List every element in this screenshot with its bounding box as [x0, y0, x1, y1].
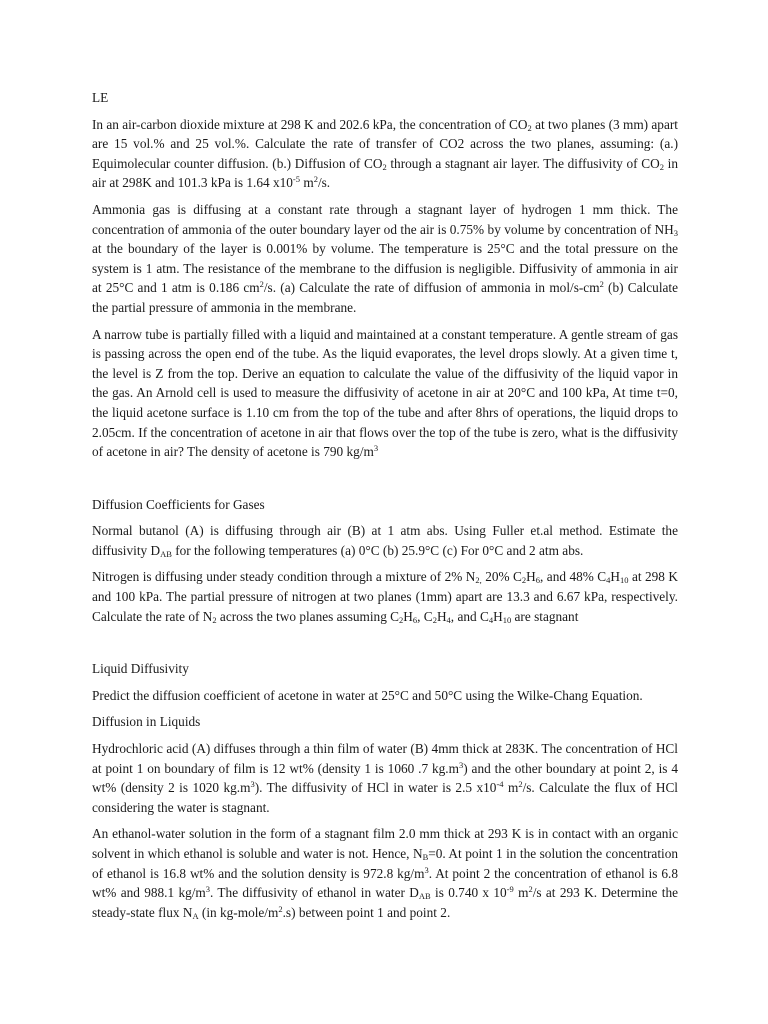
- superscript-text: -9: [506, 884, 514, 895]
- text-run: , and 48% C: [540, 569, 607, 585]
- subscript-text: 2: [212, 614, 217, 625]
- subscript-text: 2: [382, 161, 387, 172]
- question-paragraph-q3: [92, 325, 678, 462]
- superscript-text: 3: [424, 864, 429, 875]
- superscript-text: 3: [458, 759, 464, 770]
- text-run: Nitrogen is diffusing under steady condition through a mixture of 2% N: [92, 569, 476, 585]
- section-heading-h-gases: [92, 495, 678, 515]
- question-paragraph-q6: [92, 686, 678, 706]
- superscript-text: 2: [518, 779, 523, 790]
- question-paragraph-q8: [92, 824, 678, 922]
- superscript-text: 3: [373, 443, 379, 454]
- text-run: 20% C: [481, 569, 522, 585]
- text-run: (in kg-mole/m: [198, 904, 279, 920]
- subscript-text: 6: [535, 575, 541, 586]
- question-paragraph-q2: [92, 200, 678, 318]
- text-run: An ethanol-water solution in the form of a stagnant film 2.0 mm thick at 293 K is in contact with an organic solvent in which ethanol is soluble and water is not. Hence, N: [92, 826, 678, 861]
- subscript-text: 2,: [475, 575, 482, 586]
- text-run: m: [513, 885, 529, 901]
- text-run: ) and the other boundary at point 2, is 4 wt% (density 2 is 1020 kg.m: [92, 760, 678, 796]
- subscript-text: 2: [399, 614, 404, 625]
- subscript-text: 2: [527, 122, 532, 133]
- subscript-text: 4: [446, 614, 451, 625]
- text-run: Normal butanol (A) is diffusing through air (B) at 1 atm abs. Using Fuller et.al method. Estimate the diffusivity D: [92, 523, 678, 558]
- subscript-text: AB: [418, 891, 431, 902]
- text-run: for the following temperatures (a) 0°C (b) 25.9°C (c) For 0°C and 2 atm abs.: [171, 542, 584, 558]
- superscript-text: 2: [278, 903, 283, 914]
- text-run: m: [300, 175, 314, 191]
- subscript-text: 3: [673, 227, 678, 238]
- text-run: /s.: [317, 175, 331, 191]
- text-run: In an air-carbon dioxide mixture at 298 K and 202.6 kPa, the concentration of CO: [92, 116, 528, 132]
- text-run: H: [436, 608, 447, 624]
- section-heading-h-le: [92, 88, 678, 108]
- text-run: LE: [92, 90, 109, 105]
- text-run: Diffusion in Liquids: [92, 714, 201, 730]
- text-run: at two planes (3 mm) apart are 15 vol.% and 25 vol.%. Calculate the rate of transfer of CO2 across the two planes, assuming: (a.) Equimolecular counter diffusion. (b.) Diffusion of CO: [92, 116, 678, 171]
- text-run: m: [503, 780, 519, 796]
- section-heading-h-liquid-diffusivity: [92, 659, 678, 679]
- text-run: A narrow tube is partially filled with a liquid and maintained at a constant temperature. A gentle stream of gas is passing across the open end of the tube. As the liquid evaporates, the level drops slowly. At a given time t, the level is Z from the top. Derive an equation to calculate the value of the diffusivity of the liquid vapor in the gas. An Arnold cell is used to measure the diffusivity of acetone in air at 20°C and 100 kPa, At time t=0, the liquid acetone surface is 1.10 cm from the top of the tube and after 8hrs of operations, the liquid drops to 2.05cm. If the concentration of acetone in air that flows over the top of the tube is zero, what is the diffusivity of acetone in air? The density of acetone is 790 kg/m: [92, 326, 678, 460]
- text-run: Hydrochloric acid (A) diffuses through a thin film of water (B) 4mm thick at 283K. The concentration of HCl at point 1 on boundary of film is 12 wt% (density 1 is 1060 .7 kg.m: [92, 741, 678, 776]
- text-run: is 0.740 x 10: [430, 885, 507, 901]
- superscript-text: 2: [528, 884, 533, 895]
- text-run: H: [526, 569, 536, 585]
- text-run: Predict the diffusion coefficient of acetone in water at 25°C and 50°C using the Wilke-Chang Equation.: [92, 687, 643, 703]
- subscript-text: 2: [521, 575, 527, 586]
- text-run: =0. At point 1 in the solution the concentration of ethanol is 16.8 wt% and the solution density is 972.8 kg/m: [92, 846, 679, 881]
- text-run: Diffusion Coefficients for Gases: [92, 496, 265, 512]
- text-run: . The diffusivity of ethanol in water D: [210, 885, 419, 901]
- text-run: (b) Calculate the partial pressure of ammonia in the membrane.: [92, 280, 679, 315]
- superscript-text: 2: [259, 279, 264, 290]
- section-gap: [92, 633, 678, 659]
- text-run: Liquid Diffusivity: [92, 661, 189, 677]
- text-run: /s. (a) Calculate the rate of diffusion of ammonia in mol/s-cm: [263, 280, 600, 296]
- question-paragraph-q5: [92, 567, 678, 626]
- text-run: in air at 298K and 101.3 kPa is 1.64 x10: [92, 155, 679, 191]
- text-run: H: [610, 569, 620, 585]
- text-run: /s. Calculate the flux of HCl considering the water is stagnant.: [92, 780, 679, 815]
- section-heading-h-liquids: [92, 712, 678, 732]
- text-run: H: [403, 608, 413, 624]
- question-paragraph-q7: [92, 739, 678, 817]
- text-run: at 298 K and 100 kPa. The partial pressure of nitrogen at two planes (1mm) apart are 13.3 and 6.67 kPa, respectively. Calculate the rate of N: [92, 569, 678, 624]
- superscript-text: 3: [205, 884, 211, 895]
- text-run: across the two planes assuming C: [216, 608, 400, 624]
- section-gap: [92, 469, 678, 495]
- superscript-text: 3: [250, 779, 255, 790]
- superscript-text: 2: [599, 279, 604, 290]
- text-run: are stagnant: [511, 608, 579, 624]
- subscript-text: B: [422, 852, 429, 862]
- question-paragraph-q1: [92, 115, 678, 193]
- text-run: /s at 293 K. Determine the steady-state flux N: [92, 885, 679, 920]
- superscript-text: 2: [313, 174, 318, 185]
- superscript-text: -4: [496, 779, 504, 790]
- text-run: through a stagnant air layer. The diffusivity of CO: [386, 155, 660, 171]
- text-run: . At point 2 the concentration of ethanol is 6.8 wt% and 988.1 kg/m: [92, 865, 678, 901]
- subscript-text: 2: [659, 161, 664, 172]
- subscript-text: 4: [488, 614, 494, 625]
- text-run: .s) between point 1 and point 2.: [282, 904, 451, 920]
- subscript-text: AB: [160, 548, 172, 559]
- document-page: [92, 88, 678, 929]
- subscript-text: 2: [432, 614, 437, 625]
- subscript-text: 6: [412, 614, 418, 625]
- subscript-text: 10: [620, 575, 629, 586]
- subscript-text: A: [192, 910, 199, 921]
- superscript-text: -5: [292, 174, 301, 185]
- subscript-text: 10: [502, 614, 512, 625]
- subscript-text: 4: [606, 575, 611, 586]
- text-run: , and C: [450, 608, 489, 624]
- question-paragraph-q4: [92, 521, 678, 560]
- text-run: Ammonia gas is diffusing at a constant rate through a stagnant layer of hydrogen 1 mm thick. The concentration of ammonia of the outer boundary layer od the air is 0.75% by volume by concentration of NH: [92, 201, 678, 237]
- text-run: at the boundary of the layer is 0.001% by volume. The temperature is 25°C and the total pressure on the system is 1 atm. The resistance of the membrane to the diffusion is negligible. Diffusivity of ammonia in air at 25°C and 1 atm is 0.186 cm: [92, 241, 678, 296]
- text-run: H: [493, 608, 503, 624]
- text-run: , C: [417, 608, 433, 624]
- text-run: ). The diffusivity of HCl in water is 2.5 x10: [254, 780, 497, 796]
